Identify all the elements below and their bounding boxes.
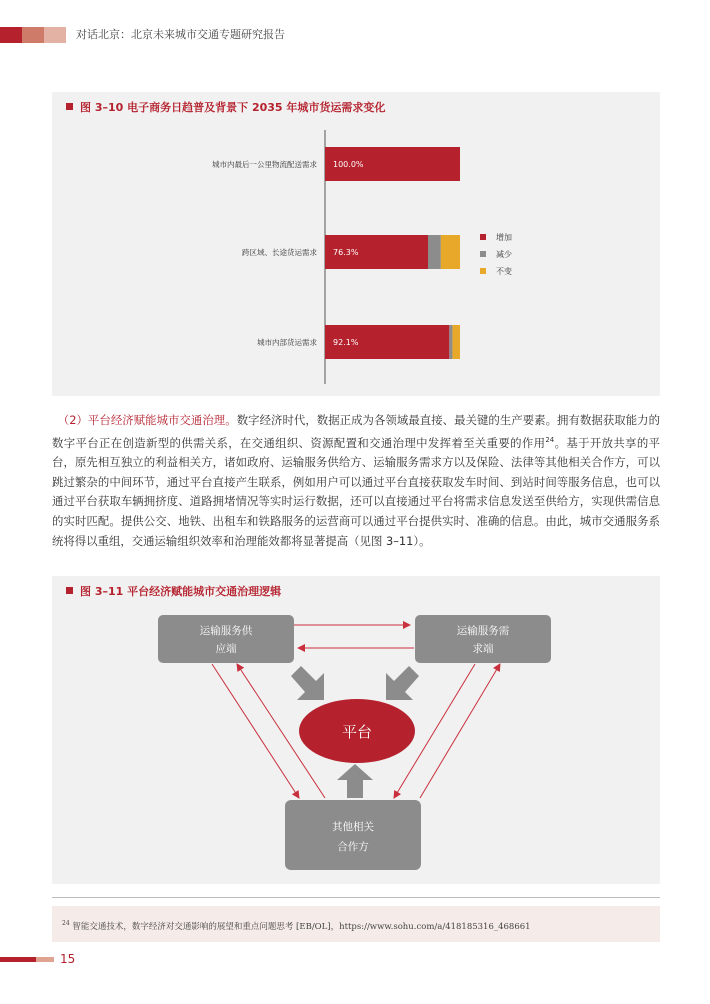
bar-2-series-2 (428, 235, 441, 269)
page-bar-dark (0, 957, 36, 962)
partners-node-line-2: 合作方 (337, 841, 369, 853)
footnote-divider (52, 897, 660, 898)
figure-11-caption-text: 图 3–11 平台经济赋能城市交通治理逻辑 (80, 585, 282, 598)
figure-10-caption-text: 图 3–10 电子商务日趋普及背景下 2035 年城市货运需求变化 (80, 101, 386, 114)
arrow-supply-to-partners (212, 664, 299, 798)
platform-node-label: 平台 (341, 723, 373, 741)
legend-label-1: 增加 (496, 233, 512, 242)
thick-arrow-demand-to-platform (386, 666, 419, 700)
figure-10-chart (52, 92, 660, 396)
demand-node-line-1: 运输服务需 (456, 625, 510, 637)
supply-node (158, 615, 294, 663)
data-label-1: 100.0% (333, 160, 364, 169)
category-label-2: 跨区域、长途货运需求 (242, 248, 317, 257)
category-label-3: 城市内部货运需求 (257, 338, 317, 347)
page-bar-light (36, 957, 54, 962)
category-label-1: 城市内最后一公里物流配送需求 (212, 160, 317, 169)
figure-11-diagram (52, 576, 660, 884)
arrow-partners-to-demand (420, 664, 500, 798)
paragraph-body-1: 数字经济时代，数据正成为各领域最直接、最关键的生产要素。拥有数据获取能力的数字平台正在创造新型的供需关系，在交通组织、资源配置和交通治理中发挥着至关重要的作用 (52, 413, 660, 450)
header-title: 对话北京：北京未来城市交通专题研究报告 (76, 28, 285, 41)
footnote-text: 智能交通技术，数字经济对交通影响的展望和重点问题思考 [EB/OL]，https://www.sohu.com/a/418185316_468661 (72, 922, 531, 932)
partners-node-line-1: 其他相关 (332, 821, 374, 833)
data-label-3: 92.1% (333, 338, 359, 347)
bar-3-series-2 (449, 325, 452, 359)
bar-2-series-3 (441, 235, 460, 269)
header-bar-2 (22, 27, 44, 43)
body-paragraph (52, 411, 660, 551)
legend-swatch-1 (480, 234, 486, 240)
paragraph-body-2: 。基于开放共享的平台，原先相互独立的利益相关方，诸如政府、运输服务供给方、运输服务需求方以及保险、法律等其他相关合作方，可以跳过繁杂的中间环节，通过平台直接产生联系，例如用户可以通过平台直接获取发车时间、到站时间等服务信息，也可以通过平台获取车辆拥挤度、道路拥堵情况等实时运行数据，还可以直接通过平台将需求信息发送至供给方，实现供需信息的实时匹配。提供公交、地铁、出租车和铁路服务的运营商可以通过平台提供实时、准确的信息。由此，城市交通服务系统将得以重组，交通运输组织效率和治理能效都将显著提高（见图 3–11）。 (52, 435, 660, 548)
footnote-ref[interactable]: 24 (545, 435, 555, 444)
footnote (62, 918, 531, 933)
bar-3-series-3 (452, 325, 460, 359)
paragraph-lead: （2）平台经济赋能城市交通治理。 (63, 413, 237, 427)
partners-node (285, 800, 421, 870)
legend-label-2: 减少 (496, 250, 512, 259)
data-label-2: 76.3% (333, 248, 359, 257)
header-bar-3 (44, 27, 66, 43)
legend-label-3: 不变 (496, 267, 512, 276)
supply-node-line-1: 运输服务供 (199, 625, 253, 637)
footnote-number: 24 (62, 920, 70, 927)
thick-arrow-supply-to-platform (291, 666, 324, 700)
legend-swatch-3 (480, 268, 486, 274)
header-bar-1 (0, 27, 22, 43)
legend-swatch-2 (480, 251, 486, 257)
page-number: 15 (60, 952, 76, 966)
thick-arrow-partners-to-platform (337, 764, 373, 798)
header-color-bars (0, 27, 66, 43)
demand-node (415, 615, 551, 663)
demand-node-line-2: 求端 (472, 643, 494, 655)
supply-node-line-2: 应端 (215, 643, 237, 655)
